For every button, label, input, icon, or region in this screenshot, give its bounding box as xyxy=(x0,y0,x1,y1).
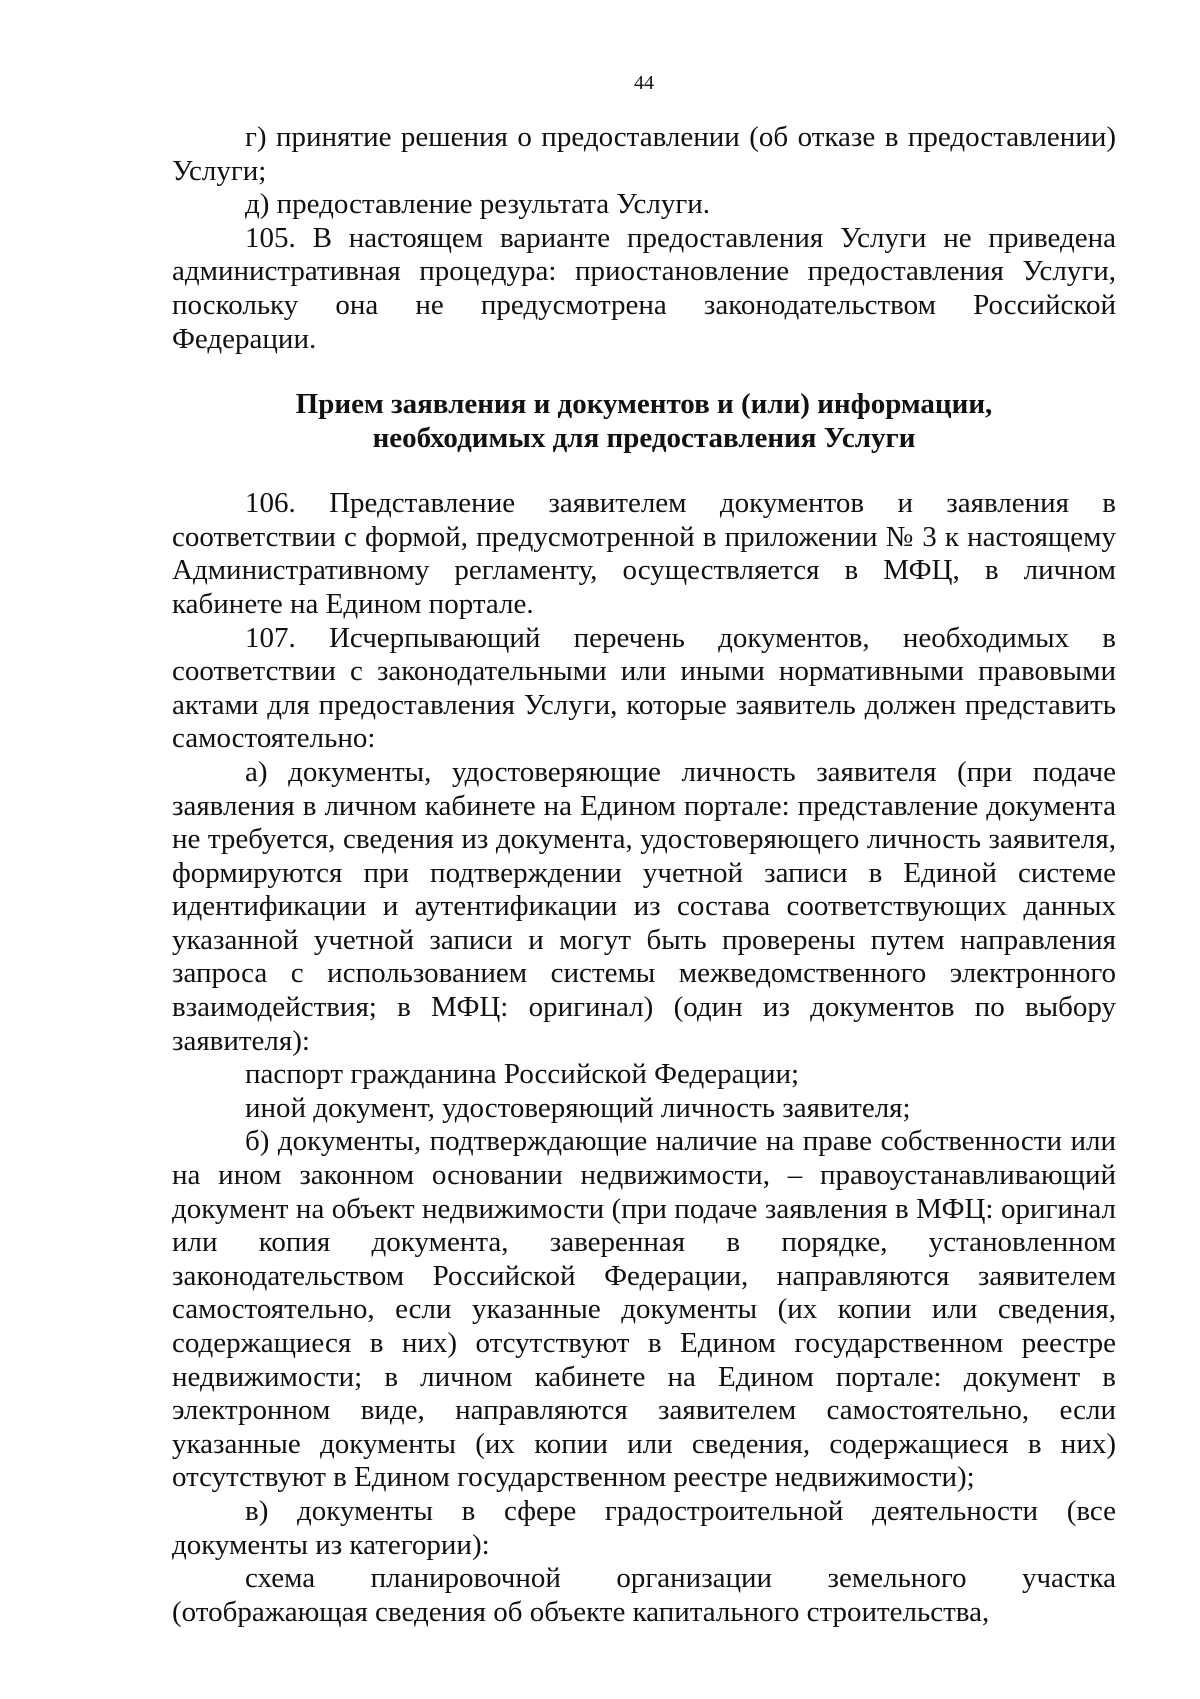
section-heading xyxy=(172,387,1116,455)
paragraph-105: 105. В настоящем варианте предоставления Услуги не приведена административная процедура: приостановление предоставления Услуги, поскольку она не предусмотрена законодательством Российской Федерации. xyxy=(172,221,1116,355)
paragraph-item-a: а) документы, удостоверяющие личность заявителя (при подаче заявления в личном кабинете на Едином портале: представление документа не требуется, сведения из документа, удостоверяющего личность заявителя, формируются при подтверждении учетной записи в Единой системе идентификации и аутентификации из состава соответствующих данных указанной учетной записи и могут быть проверены путем направления запроса с использованием системы межведомственного электронного взаимодействия; в МФЦ: оригинал) (один из документов по выбору заявителя): xyxy=(172,755,1116,1057)
section-heading-line-1: Прием заявления и документов и (или) информации, xyxy=(295,388,993,421)
paragraph-107: 107. Исчерпывающий перечень документов, необходимых в соответствии с законодательными или иными нормативными правовыми актами для предоставления Услуги, которые заявитель должен представить самостоятельно: xyxy=(172,621,1116,755)
section-heading-line-2: необходимых для предоставления Услуги xyxy=(372,422,916,455)
document-body xyxy=(172,121,1116,1629)
paragraph-106: 106. Представление заявителем документов и заявления в соответствии с формой, предусмотренной в приложении № 3 к настоящему Административному регламенту, осуществляется в МФЦ, в личном кабинете на Едином портале. xyxy=(172,487,1116,620)
page-number: 44 xyxy=(634,72,654,94)
paragraph-item-g: г) принятие решения о предоставлении (об отказе в предоставлении) Услуги; xyxy=(172,121,1116,187)
paragraph-item-b: б) документы, подтверждающие наличие на праве собственности или на ином законном основании недвижимости, – правоустанавливающий документ на объект недвижимости (при подаче заявления в МФЦ: оригинал или копия документа, заверенная в порядке, установленном законодательством Российской Федерации, направляются заявителем самостоятельно, если указанные документы (их копии или сведения, содержащиеся в них) отсутствуют в Едином государственном реестре недвижимости; в личном кабинете на Едином портале: документ в электронном виде, направляются заявителем самостоятельно, если указанные документы (их копии или сведения, содержащиеся в них) отсутствуют в Едином государственном реестре недвижимости); xyxy=(172,1125,1116,1494)
paragraph-item-d: д) предоставление результата Услуги. xyxy=(245,188,710,221)
list-item-other-id: иной документ, удостоверяющий личность заявителя; xyxy=(245,1091,911,1124)
paragraph-item-v: в) документы в сфере градостроительной деятельности (все документы из категории): xyxy=(172,1494,1116,1561)
list-item-site-plan: схема планировочной организации земельного участка (отображающая сведения об объекте капитального строительства, xyxy=(172,1562,1116,1628)
list-item-passport: паспорт гражданина Российской Федерации; xyxy=(245,1058,800,1091)
